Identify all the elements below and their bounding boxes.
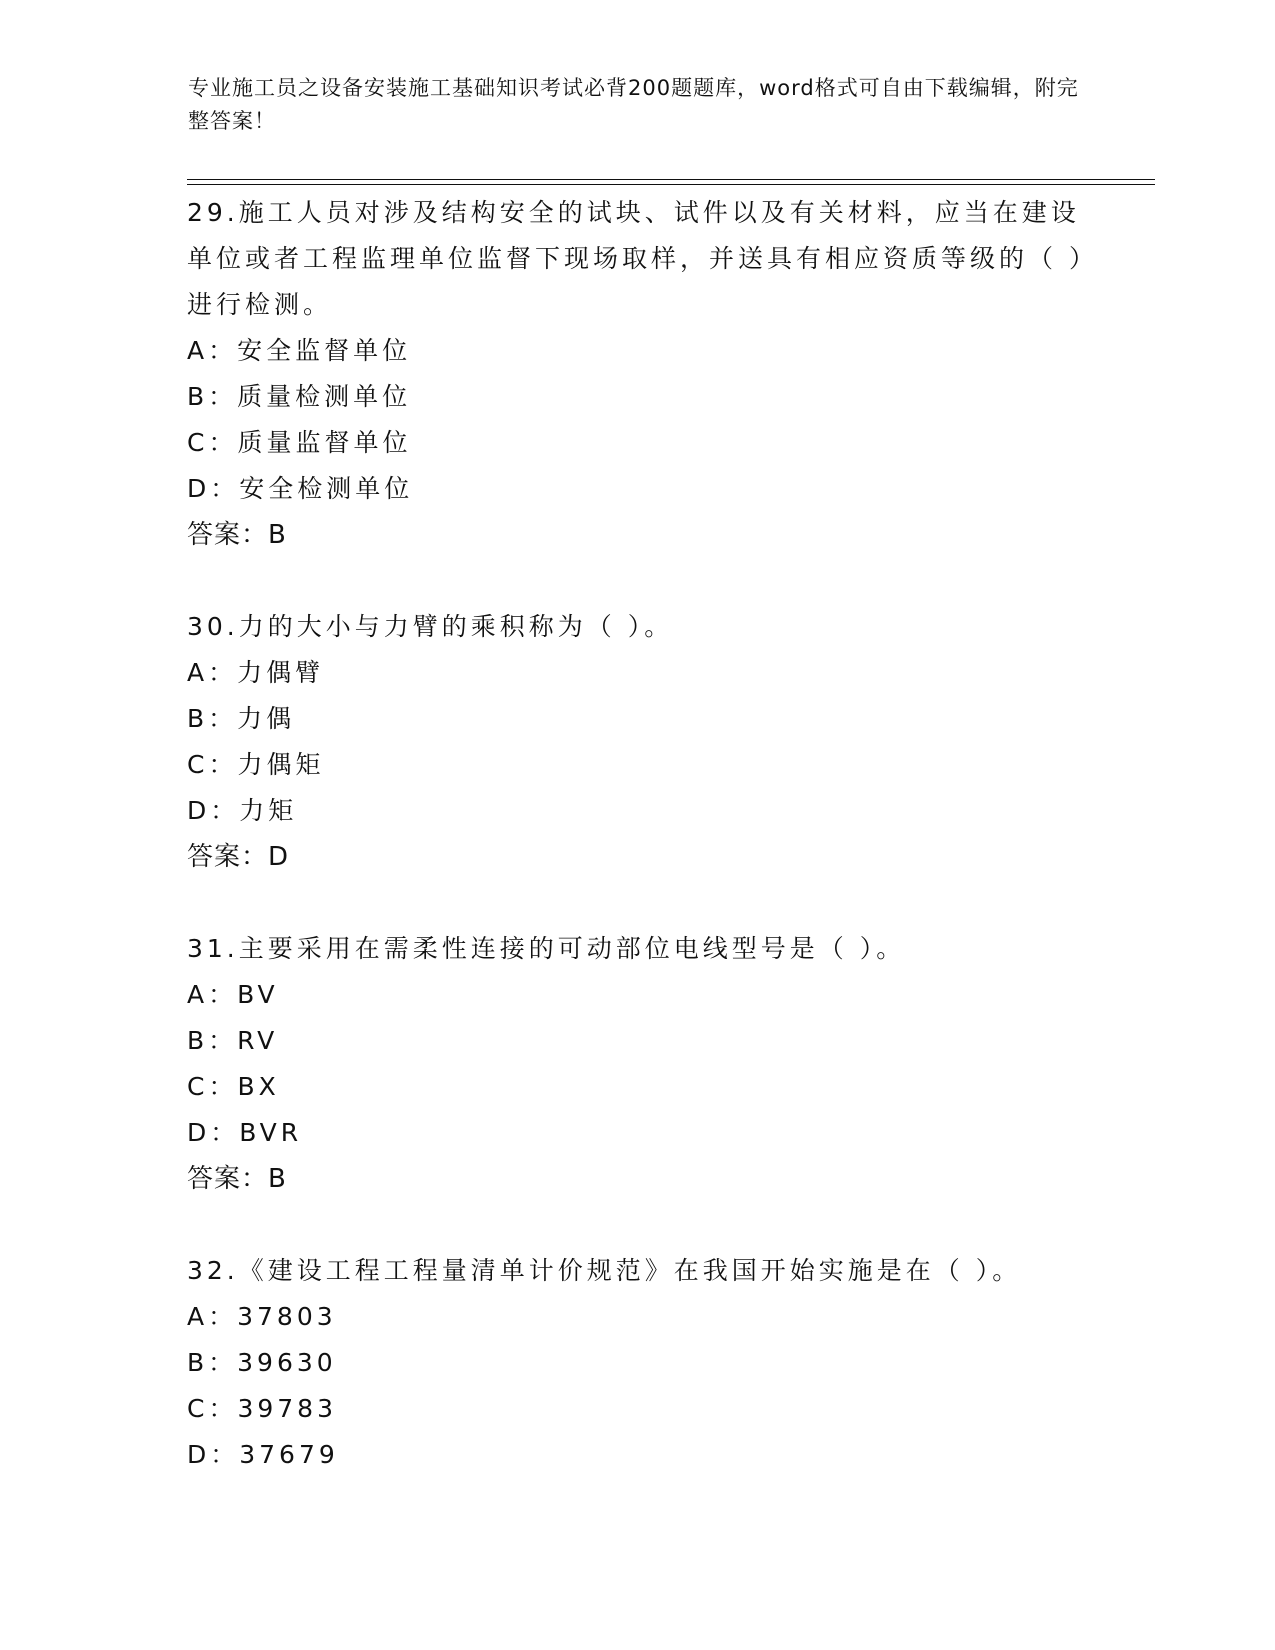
option-d: D：安全检测单位 bbox=[187, 474, 414, 503]
option-c: C：力偶矩 bbox=[187, 750, 325, 779]
question-stem: 32.《建设工程工程量清单计价规范》在我国开始实施是在（ ）。 bbox=[187, 1256, 1022, 1285]
question-stem: 29.施工人员对涉及结构安全的试块、试件以及有关材料，应当在建设单位或者工程监理单位监督下现场取样，并送具有相应资质等级的（ ）进行检测。 bbox=[187, 198, 1086, 319]
option-c: C：质量监督单位 bbox=[187, 428, 412, 457]
option-b: B：质量检测单位 bbox=[187, 382, 412, 411]
option-c: C：BX bbox=[187, 1072, 280, 1101]
option-a: A：安全监督单位 bbox=[187, 336, 412, 365]
option-d: D：BVR bbox=[187, 1118, 303, 1147]
option-a: A：力偶臂 bbox=[187, 658, 325, 687]
option-list bbox=[187, 650, 1087, 834]
header-divider bbox=[187, 179, 1155, 185]
option-list bbox=[187, 328, 1087, 512]
question-30 bbox=[187, 604, 1087, 880]
answer-line: 答案：B bbox=[187, 1164, 287, 1194]
answer-line: 答案：D bbox=[187, 842, 290, 872]
option-d: D：37679 bbox=[187, 1440, 339, 1469]
question-stem: 30.力的大小与力臂的乘积称为（ ）。 bbox=[187, 612, 674, 641]
option-c: C：39783 bbox=[187, 1394, 337, 1423]
option-d: D：力矩 bbox=[187, 796, 298, 825]
answer-line: 答案：B bbox=[187, 520, 287, 550]
option-list bbox=[187, 972, 1087, 1156]
option-b: B：39630 bbox=[187, 1348, 337, 1377]
option-b: B：力偶 bbox=[187, 704, 296, 733]
document-title: 专业施工员之设备安装施工基础知识考试必背200题题库，word格式可自由下载编辑，附完整答案！ bbox=[188, 76, 1079, 133]
option-a: A：BV bbox=[187, 980, 279, 1009]
question-29 bbox=[187, 190, 1087, 558]
question-list bbox=[187, 190, 1087, 1524]
option-list bbox=[187, 1294, 1087, 1478]
question-31 bbox=[187, 926, 1087, 1202]
question-32 bbox=[187, 1248, 1087, 1478]
option-b: B：RV bbox=[187, 1026, 279, 1055]
option-a: A：37803 bbox=[187, 1302, 337, 1331]
question-stem: 31.主要采用在需柔性连接的可动部位电线型号是（ ）。 bbox=[187, 934, 906, 963]
